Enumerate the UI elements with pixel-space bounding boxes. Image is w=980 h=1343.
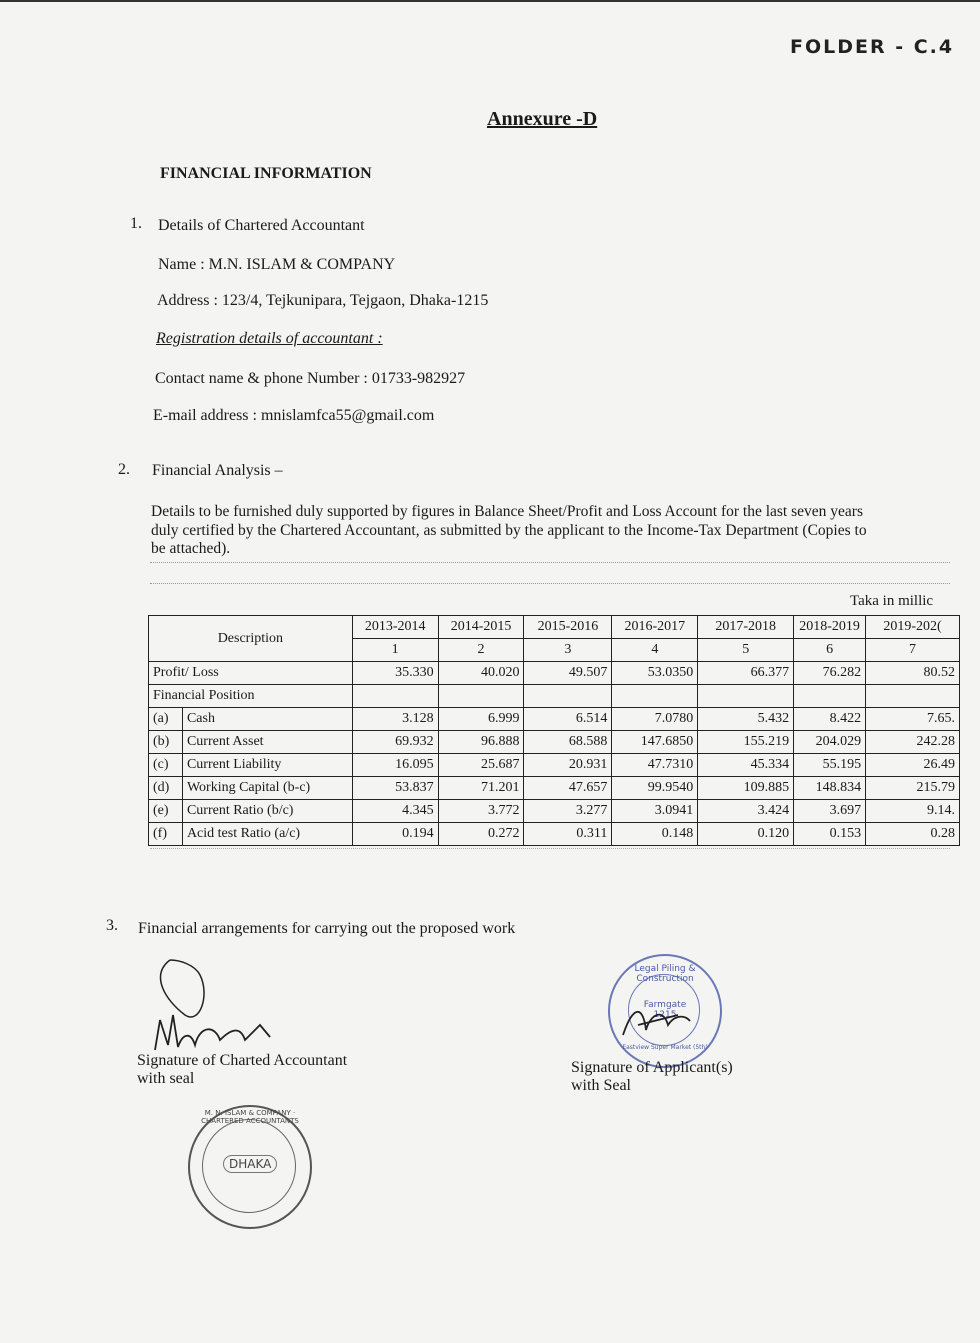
table-cell: 66.377 (698, 662, 794, 685)
table-cell: 3.277 (524, 800, 612, 823)
applicant-signature-seal-label: with Seal (571, 1077, 631, 1094)
table-cell: 99.9540 (612, 777, 698, 800)
year-header: 2017-2018 (698, 616, 794, 639)
table-cell: 3.0941 (612, 800, 698, 823)
table-cell: 80.52 (866, 662, 960, 685)
header-note: FOLDER - C.4 (790, 36, 955, 58)
section3-number: 3. (106, 917, 118, 934)
table-cell: 3.424 (698, 800, 794, 823)
row-code: (f) (149, 823, 183, 846)
table-header-row (149, 616, 960, 639)
year-header: 2019-202( (866, 616, 960, 639)
table-cell: 96.888 (438, 731, 524, 754)
table-cell: 215.79 (866, 777, 960, 800)
table-cell: 47.657 (524, 777, 612, 800)
year-number: 6 (794, 639, 866, 662)
table-cell: 7.65. (866, 708, 960, 731)
year-header: 2015-2016 (524, 616, 612, 639)
section1-title: Details of Chartered Accountant (158, 217, 365, 234)
table-cell: 155.219 (698, 731, 794, 754)
contact-phone: Contact name & phone Number : 01733-982927 (155, 370, 466, 387)
section-heading: FINANCIAL INFORMATION (160, 165, 372, 182)
financial-position-row (149, 685, 960, 708)
email-address: E-mail address : mnislamfca55@gmail.com (153, 407, 435, 424)
year-number: 1 (352, 639, 438, 662)
table-cell: 204.029 (794, 731, 866, 754)
accountant-address: Address : 123/4, Tejkunipara, Tejgaon, Dhaka-1215 (157, 292, 489, 309)
financial-position-label: Financial Position (149, 685, 353, 708)
financial-analysis-table (148, 615, 960, 846)
table-cell: 71.201 (438, 777, 524, 800)
applicant-seal-center: Farmgate 1215 (643, 1000, 687, 1020)
table-cell: 35.330 (352, 662, 438, 685)
accountant-signature-label: Signature of Charted Accountant (137, 1052, 348, 1069)
row-code: (b) (149, 731, 183, 754)
table-cell: 0.194 (352, 823, 438, 846)
table-cell: 53.0350 (612, 662, 698, 685)
year-number: 4 (612, 639, 698, 662)
table-cell: 147.6850 (612, 731, 698, 754)
table-cell: 0.148 (612, 823, 698, 846)
row-code: (a) (149, 708, 183, 731)
accountant-seal-ring-text: M. N. ISLAM & COMPANY · CHARTERED ACCOUNTANTS (201, 1109, 299, 1125)
year-header: 2013-2014 (352, 616, 438, 639)
applicant-signature-label: Signature of Applicant(s) (571, 1059, 733, 1076)
applicant-signature (618, 995, 698, 1045)
table-cell: 9.14. (866, 800, 960, 823)
table-cell: 68.588 (524, 731, 612, 754)
accountant-name: Name : M.N. ISLAM & COMPANY (158, 256, 396, 273)
table-cell: 25.687 (438, 754, 524, 777)
row-code: (d) (149, 777, 183, 800)
table-cell: 3.697 (794, 800, 866, 823)
description-header: Description (149, 616, 353, 662)
section2-paragraph-line1: Details to be furnished duly supported by figures in Balance Sheet/Profit and Loss Account for the last seven years (151, 503, 863, 520)
page-title: Annexure -D (487, 108, 598, 130)
table-cell: 49.507 (524, 662, 612, 685)
accountant-seal-center: DHAKA (223, 1155, 277, 1173)
accountant-signature (140, 955, 300, 1055)
table-cell: 148.834 (794, 777, 866, 800)
row-label: Cash (182, 708, 352, 731)
table-row (149, 777, 960, 800)
table-cell: 69.932 (352, 731, 438, 754)
row-label: Current Ratio (b/c) (182, 800, 352, 823)
profit-loss-row (149, 662, 960, 685)
table-cell: 7.0780 (612, 708, 698, 731)
table-row (149, 731, 960, 754)
ghost-grid-top (150, 562, 950, 584)
table-cell: 45.334 (698, 754, 794, 777)
table-cell: 20.931 (524, 754, 612, 777)
table-cell: 16.095 (352, 754, 438, 777)
row-label: Current Liability (182, 754, 352, 777)
accountant-signature-seal-label: with seal (137, 1070, 195, 1087)
profit-loss-label: Profit/ Loss (149, 662, 353, 685)
row-label: Current Asset (182, 731, 352, 754)
year-header: 2016-2017 (612, 616, 698, 639)
table-cell: 26.49 (866, 754, 960, 777)
table-cell: 55.195 (794, 754, 866, 777)
table-cell: 5.432 (698, 708, 794, 731)
table-cell: 40.020 (438, 662, 524, 685)
table-unit-label: Taka in millic (850, 593, 934, 609)
year-number: 7 (866, 639, 960, 662)
section2-number: 2. (118, 461, 130, 478)
year-header: 2018-2019 (794, 616, 866, 639)
table-cell: 3.128 (352, 708, 438, 731)
row-code: (e) (149, 800, 183, 823)
table-cell: 6.999 (438, 708, 524, 731)
section1-number: 1. (130, 215, 142, 232)
year-number: 3 (524, 639, 612, 662)
row-label: Acid test Ratio (a/c) (182, 823, 352, 846)
table-cell: 76.282 (794, 662, 866, 685)
table-cell: 4.345 (352, 800, 438, 823)
year-header: 2014-2015 (438, 616, 524, 639)
table-cell: 6.514 (524, 708, 612, 731)
table-cell: 47.7310 (612, 754, 698, 777)
table-row (149, 708, 960, 731)
table-cell: 0.28 (866, 823, 960, 846)
year-number: 5 (698, 639, 794, 662)
table-row (149, 823, 960, 846)
row-code: (c) (149, 754, 183, 777)
applicant-seal-bottom-text: Eastview Super Market (5th) (622, 1044, 708, 1051)
registration-details: Registration details of accountant : (156, 330, 383, 347)
section2-paragraph-line2: duly certified by the Chartered Accountant, as submitted by the applicant to the Income-Tax Department (Copies to (151, 522, 867, 539)
accountant-seal (188, 1105, 312, 1229)
top-border (0, 0, 980, 2)
row-label: Working Capital (b-c) (182, 777, 352, 800)
table-row (149, 754, 960, 777)
table-cell: 242.28 (866, 731, 960, 754)
table-cell: 3.772 (438, 800, 524, 823)
table-cell: 53.837 (352, 777, 438, 800)
table-cell: 8.422 (794, 708, 866, 731)
table-cell: 0.272 (438, 823, 524, 846)
table-cell: 0.311 (524, 823, 612, 846)
section2-paragraph-line3: be attached). (151, 540, 231, 557)
section2-title: Financial Analysis – (152, 462, 283, 479)
table-row (149, 800, 960, 823)
year-number: 2 (438, 639, 524, 662)
table-cell: 0.153 (794, 823, 866, 846)
table-cell: 0.120 (698, 823, 794, 846)
section3-title: Financial arrangements for carrying out the proposed work (138, 920, 516, 937)
applicant-seal-ring-text: Legal Piling & Construction (634, 964, 696, 984)
table-cell: 109.885 (698, 777, 794, 800)
